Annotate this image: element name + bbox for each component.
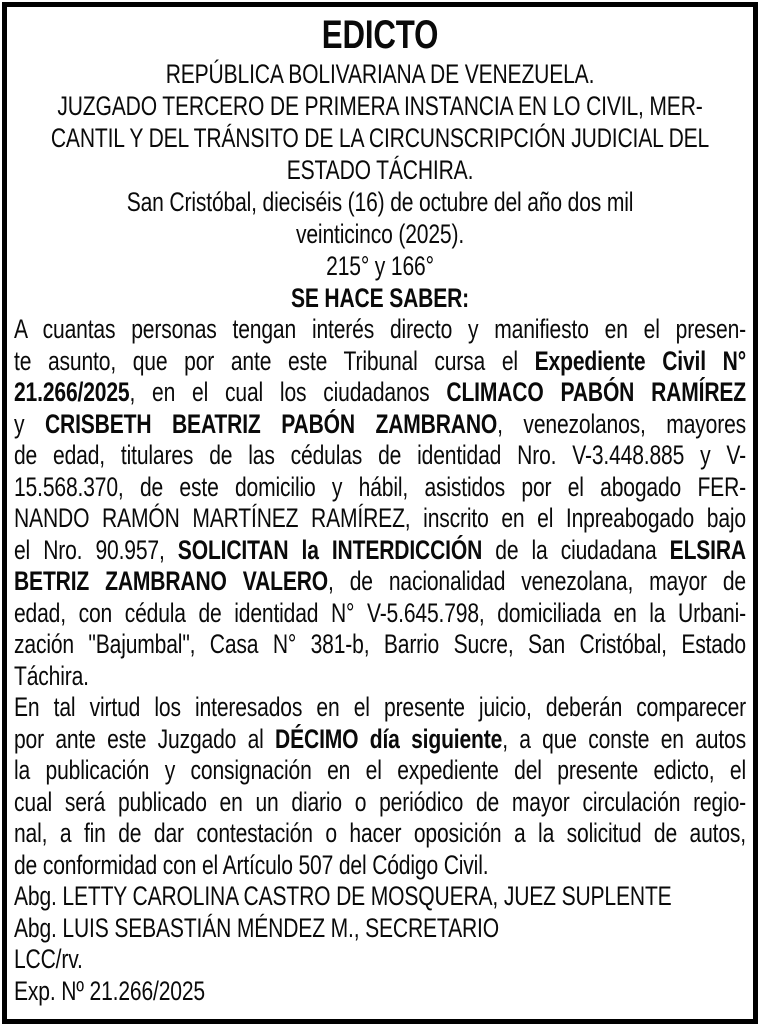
body-line: [14, 314, 746, 346]
header-line: REPÚBLICA BOLIVARIANA DE VENEZUELA.: [165, 59, 595, 89]
emphasis-text: CLIMACO PABÓN RAMÍREZ: [446, 377, 746, 407]
header-line: veinticinco (2025).: [295, 219, 465, 249]
text-segment: , de nacionalidad venezolana, mayor de: [328, 566, 746, 596]
secretary-signature-line: Abg. LUIS SEBASTIÁN MÉNDEZ M., SECRETARIO: [14, 912, 499, 943]
emphasis-text: 21.266/2025: [14, 377, 130, 407]
body-paragraph: [14, 692, 746, 881]
header-line: SE HACE SABER:: [290, 283, 470, 313]
body-line: [14, 661, 746, 693]
body-line: [14, 346, 746, 378]
body-line: [14, 535, 746, 567]
body-line: [14, 692, 746, 724]
text-segment: Táchira.: [14, 660, 89, 691]
body-line: [14, 724, 746, 756]
edict-notice: [2, 2, 758, 1024]
body-paragraph: [14, 314, 746, 692]
text-segment: NANDO RAMÓN MARTÍNEZ RAMÍREZ, inscrito en el Inpreabogado bajo: [14, 503, 746, 533]
body-line: [14, 409, 746, 441]
header-line: 215° y 166°: [326, 251, 434, 281]
emphasis-text: CRISBETH BEATRIZ PABÓN ZAMBRANO: [44, 408, 498, 439]
judge-signature-line: Abg. LETTY CAROLINA CASTRO DE MOSQUERA, JUEZ SUPLENTE: [14, 881, 672, 911]
text-segment: A cuantas personas tengan interés directo y manifiesto en el presen-: [14, 314, 746, 344]
text-segment: de conformidad con el Artículo 507 del Código Civil.: [14, 849, 489, 880]
edict-footer: [14, 881, 746, 1007]
header-line: JUZGADO TERCERO DE PRIMERA INSTANCIA EN LO CIVIL, MER-: [57, 91, 703, 121]
body-line: [14, 566, 746, 598]
text-segment: nal, a fin de dar contestación o hacer oposición a la solicitud de autos,: [14, 818, 746, 848]
text-segment: el Nro. 90.957,: [14, 534, 178, 565]
text-segment: , a que conste en autos: [502, 723, 746, 754]
edict-header: [14, 10, 746, 314]
text-segment: 15.568.370, de este domicilio y hábil, asistidos por el abogado FER-: [14, 471, 746, 502]
emphasis-text: SOLICITAN la INTERDICCIÓN: [177, 534, 483, 565]
text-segment: zación "Bajumbal", Casa N° 381-b, Barrio Sucre, San Cristóbal, Estado: [14, 629, 746, 659]
text-segment: cual será publicado en un diario o periódico de mayor circulación regio-: [14, 786, 746, 817]
text-segment: por ante este Juzgado al: [14, 723, 276, 754]
case-number-line: Exp. Nº 21.266/2025: [14, 975, 205, 1006]
header-line: CANTIL Y DEL TRÁNSITO DE LA CIRCUNSCRIPCIÓN JUDICIAL DEL: [50, 123, 710, 153]
header-line: San Cristóbal, dieciséis (16) de octubre del año dos mil: [126, 187, 634, 217]
text-segment: En tal virtud los interesados en el presente juicio, deberán comparecer: [14, 692, 746, 722]
edict-content: [14, 10, 746, 1007]
edict-header-lines: [14, 58, 746, 314]
emphasis-text: ELSIRA: [669, 534, 746, 565]
edict-body: [14, 314, 746, 881]
emphasis-text: BETRIZ ZAMBRANO VALERO: [14, 566, 329, 596]
text-segment: de la ciudadana: [482, 534, 670, 565]
text-segment: edad, con cédula de identidad N° V-5.645.798, domiciliada en la Urbani-: [14, 597, 746, 628]
body-line: [14, 598, 746, 630]
body-line: [14, 755, 746, 787]
body-line: [14, 629, 746, 661]
body-line: [14, 850, 746, 882]
header-line: ESTADO TÁCHIRA.: [286, 155, 474, 185]
body-line: [14, 787, 746, 819]
emphasis-text: Expediente Civil N°: [534, 345, 747, 376]
text-segment: te asunto, que por ante este Tribunal cursa el: [14, 345, 535, 376]
body-line: [14, 818, 746, 850]
text-segment: la publicación y consignación en el expediente del presente edicto, el: [14, 755, 746, 785]
emphasis-text: DÉCIMO día siguiente: [275, 723, 503, 754]
text-segment: de edad, titulares de las cédulas de identidad Nro. V-3.448.885 y V-: [14, 440, 746, 470]
text-segment: y: [14, 408, 45, 439]
body-line: [14, 472, 746, 504]
body-line: [14, 440, 746, 472]
text-segment: , venezolanos, mayores: [497, 408, 747, 439]
body-line: [14, 503, 746, 535]
clerk-initials-line: LCC/rv.: [14, 944, 83, 974]
body-line: [14, 377, 746, 409]
edict-title: EDICTO: [321, 13, 439, 57]
text-segment: , en el cual los ciudadanos: [129, 377, 447, 407]
